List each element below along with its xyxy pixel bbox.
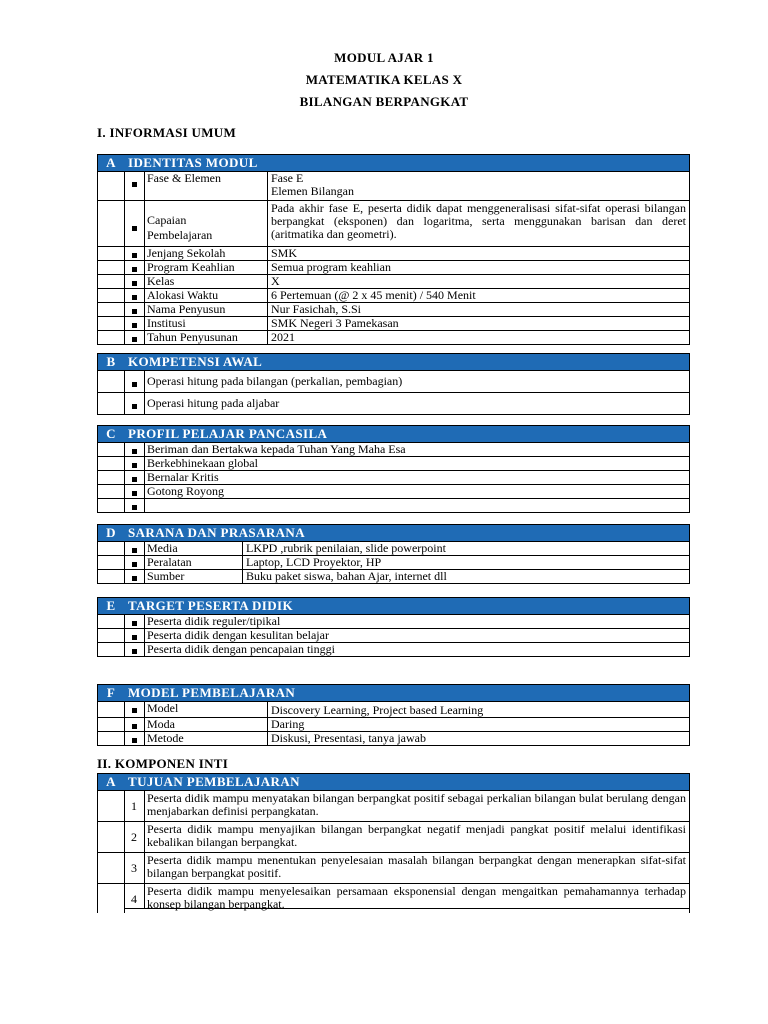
list-item-text: Bernalar Kritis [147, 470, 219, 484]
list-item [98, 615, 689, 629]
row-label: Metode [144, 732, 268, 745]
row-value: SMK Negeri 3 Pamekasan [271, 316, 399, 330]
table-row [98, 172, 689, 201]
bullet-icon [132, 295, 137, 300]
row-label: Model [144, 702, 268, 717]
section-identitas-modul [97, 154, 690, 345]
section-header [98, 774, 689, 791]
row-label: Tahun Penyusunan [144, 331, 268, 344]
row-number: 1 [124, 791, 145, 821]
section-letter: F [106, 685, 116, 700]
bullet-icon [132, 649, 137, 654]
table-row [98, 556, 689, 570]
row-label-2: Pembelajaran [147, 228, 213, 242]
row-value: X [271, 274, 280, 288]
bullet-icon [132, 182, 137, 187]
table-row [98, 201, 689, 247]
row-label: Program Keahlian [144, 261, 268, 274]
table-row [98, 303, 689, 317]
section-profil-pelajar [97, 425, 690, 513]
section-title: TUJUAN PEMBELAJARAN [128, 774, 300, 789]
table-row [98, 275, 689, 289]
bullet-icon [132, 724, 137, 729]
section-header [98, 354, 689, 371]
table-row [98, 884, 689, 913]
row-label: Fase & Elemen [144, 172, 268, 200]
row-value: Buku paket siswa, bahan Ajar, internet dll [246, 569, 447, 583]
section-letter: D [106, 525, 116, 540]
row-value: Fase E [271, 171, 304, 185]
row-label: Sumber [144, 570, 243, 583]
bullet-icon [132, 253, 137, 258]
section-title: MODEL PEMBELAJARAN [128, 685, 296, 700]
row-value: Laptop, LCD Proyektor, HP [246, 555, 382, 569]
bullet-icon [132, 323, 137, 328]
doc-title-line2: MATEMATIKA KELAS X [305, 72, 463, 87]
row-value: 6 Pertemuan (@ 2 x 45 menit) / 540 Menit [271, 288, 476, 302]
bullet-icon [132, 708, 137, 713]
table-row [98, 261, 689, 275]
row-label: Jenjang Sekolah [144, 247, 268, 260]
table-row [98, 542, 689, 556]
bullet-icon [132, 449, 137, 454]
section-header [98, 525, 689, 542]
table-row [98, 702, 689, 718]
list-item [98, 371, 689, 393]
row-value: Semua program keahlian [271, 260, 391, 274]
bullet-icon [132, 505, 137, 510]
part1-heading: I. INFORMASI UMUM [97, 125, 237, 140]
section-letter: A [106, 774, 116, 789]
row-label: Capaian [147, 213, 187, 227]
list-item-text: Peserta didik reguler/tipikal [147, 614, 281, 628]
bullet-icon [132, 309, 137, 314]
row-text: Peserta didik mampu menentukan penyelesaian masalah bilangan berpangkat dengan menerapkan sifat-sifat bilangan berpangkat positif. [147, 853, 686, 880]
row-value: Daring [271, 717, 305, 731]
doc-title-line1: MODUL AJAR 1 [334, 50, 434, 65]
row-value: Pada akhir fase E, peserta didik dapat menggeneralisasi sifat-sifat operasi bilangan berpangkat (eksponen) dan logaritma, serta menggunakan barisan dan deret (aritmatika dan geometri). [271, 201, 686, 241]
row-label: Media [144, 542, 243, 555]
section-title: TARGET PESERTA DIDIK [128, 598, 294, 613]
list-item-text: Peserta didik dengan kesulitan belajar [147, 628, 329, 642]
list-item-text: Gotong Royong [147, 484, 225, 498]
list-item-text: Berkebhinekaan global [147, 456, 258, 470]
section-tujuan-pembelajaran [97, 773, 690, 913]
list-item [98, 471, 689, 485]
list-item [98, 393, 689, 414]
table-row [98, 570, 689, 583]
row-value: 2021 [271, 330, 295, 344]
table-row [98, 718, 689, 732]
list-item [98, 643, 689, 656]
section-title: KOMPETENSI AWAL [128, 354, 263, 369]
bullet-icon [132, 548, 137, 553]
part2-heading: II. KOMPONEN INTI [97, 756, 229, 771]
row-number: 4 [124, 884, 145, 909]
table-row [98, 289, 689, 303]
row-number: 3 [124, 853, 145, 883]
section-target-peserta [97, 597, 690, 657]
bullet-icon [132, 463, 137, 468]
row-value: Nur Fasichah, S.Si [271, 302, 361, 316]
row-value-2: Elemen Bilangan [271, 184, 354, 198]
row-text: Peserta didik mampu menyajikan bilangan berpangkat negatif menjadi pangkat positif melalui identifikasi kebalikan bilangan berpangkat. [147, 822, 686, 849]
section-sarana-prasarana [97, 524, 690, 584]
row-label: Moda [144, 718, 268, 731]
bullet-icon [132, 576, 137, 581]
row-value: Discovery Learning, Project based Learning [271, 703, 484, 717]
row-label: Kelas [144, 275, 268, 288]
row-label: Alokasi Waktu [144, 289, 268, 302]
section-letter: C [106, 426, 116, 441]
list-item [98, 485, 689, 499]
bullet-icon [132, 562, 137, 567]
bullet-icon [132, 491, 137, 496]
list-item-text: Operasi hitung pada bilangan (perkalian, pembagian) [147, 374, 403, 388]
list-item-text: Operasi hitung pada aljabar [147, 396, 280, 410]
row-label: Nama Penyusun [144, 303, 268, 316]
section-model-pembelajaran [97, 684, 690, 746]
bullet-icon [132, 404, 137, 409]
section-header [98, 426, 689, 443]
row-value: Diskusi, Presentasi, tanya jawab [271, 731, 426, 745]
section-letter: B [106, 354, 116, 369]
section-title: IDENTITAS MODUL [128, 155, 258, 170]
doc-title-line3: BILANGAN BERPANGKAT [299, 94, 469, 109]
table-row [98, 331, 689, 344]
row-value: LKPD ,rubrik penilaian, slide powerpoint [246, 541, 446, 555]
row-label: Peralatan [144, 556, 243, 569]
list-item-text: Peserta didik dengan pencapaian tinggi [147, 642, 335, 656]
table-row [98, 732, 689, 745]
section-letter: A [106, 155, 116, 170]
list-item [98, 457, 689, 471]
section-title: SARANA DAN PRASARANA [128, 525, 306, 540]
section-header [98, 685, 689, 702]
bullet-icon [132, 477, 137, 482]
row-text: Peserta didik mampu menyelesaikan persamaan eksponensial dengan mengaitkan pemahamannya terhadap konsep bilangan berpangkat. [144, 884, 689, 909]
row-label: Institusi [144, 317, 268, 330]
section-kompetensi-awal [97, 353, 690, 415]
list-item [98, 443, 689, 457]
row-value: SMK [271, 246, 298, 260]
table-row [98, 822, 689, 853]
bullet-icon [132, 226, 137, 231]
table-row [98, 791, 689, 822]
list-item-text [144, 499, 689, 512]
list-item [98, 629, 689, 643]
bullet-icon [132, 738, 137, 743]
bullet-icon [132, 281, 137, 286]
table-row [98, 317, 689, 331]
section-title: PROFIL PELAJAR PANCASILA [128, 426, 328, 441]
row-number: 2 [124, 822, 145, 852]
bullet-icon [132, 621, 137, 626]
section-header [98, 155, 689, 172]
list-item-text: Beriman dan Bertakwa kepada Tuhan Yang Maha Esa [147, 442, 406, 456]
section-header [98, 598, 689, 615]
table-row [98, 247, 689, 261]
section-letter: E [106, 598, 116, 613]
bullet-icon [132, 635, 137, 640]
row-text: Peserta didik mampu menyatakan bilangan berpangkat positif sebagai perkalian bilangan bulat berulang dengan menjabarkan definisi perpangkatan. [147, 791, 686, 818]
bullet-icon [132, 382, 137, 387]
table-row [98, 853, 689, 884]
bullet-icon [132, 337, 137, 342]
list-item [98, 499, 689, 512]
bullet-icon [132, 267, 137, 272]
